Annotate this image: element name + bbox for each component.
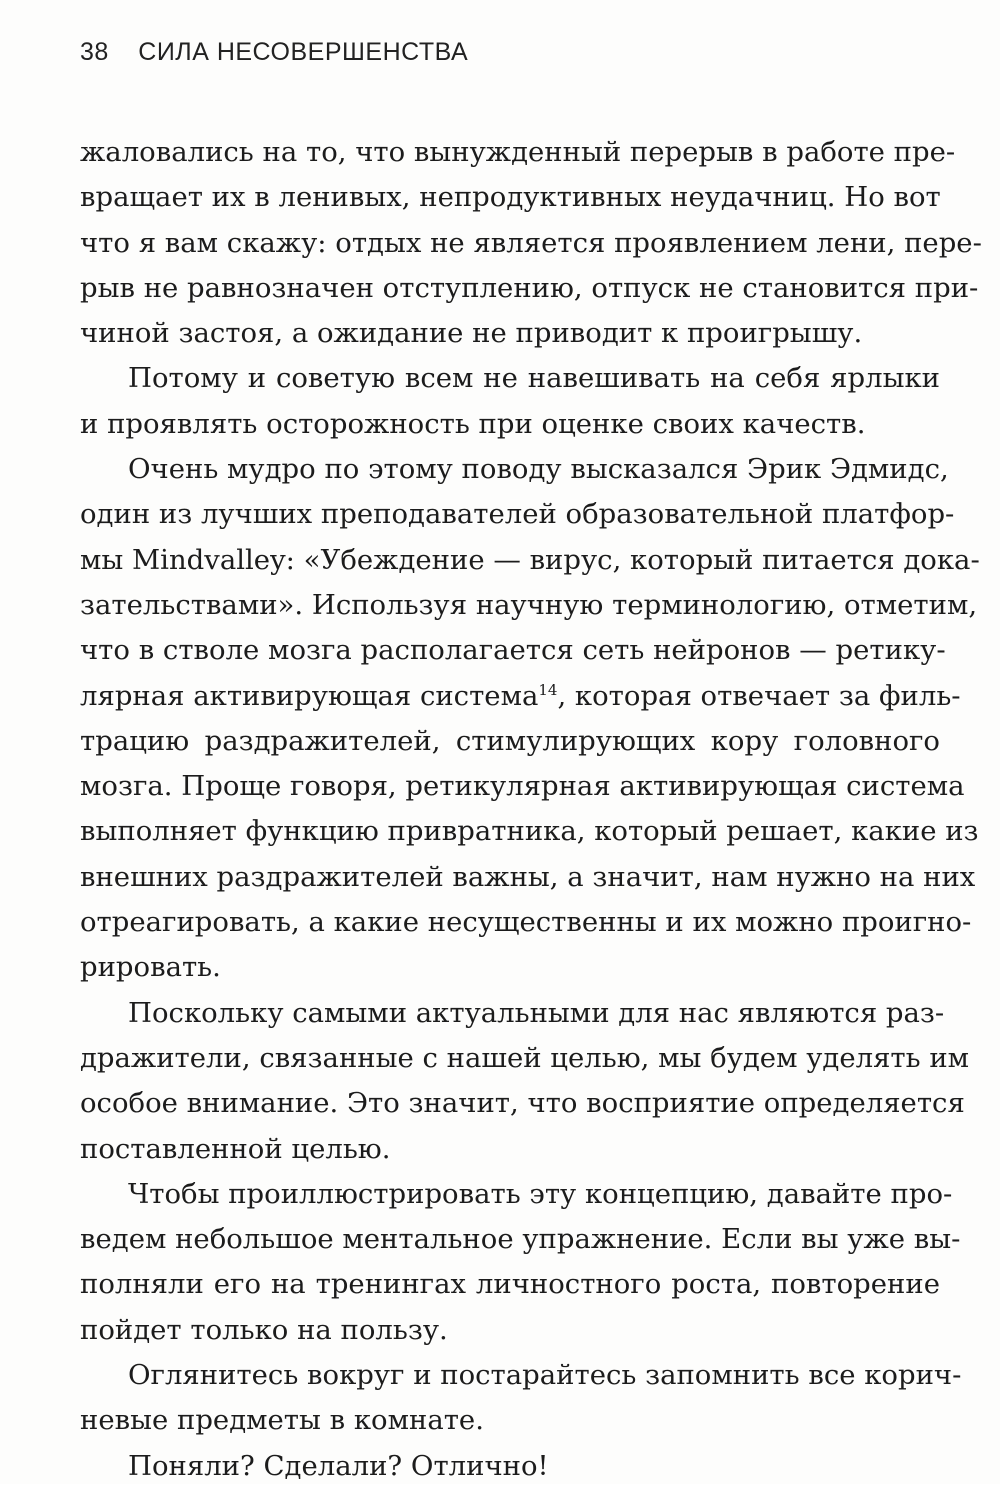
paragraph-4 (80, 991, 970, 1172)
text-line: Поняли? Сделали? Отлично! (128, 1449, 549, 1482)
text-fragment: , которая отвечает за филь- (557, 679, 961, 712)
text-line: невые предметы в комнате. (80, 1404, 484, 1437)
text-line: мозга. Проще говоря, ретикулярная активирующая система (80, 770, 965, 803)
text-line-with-footnote (80, 674, 961, 719)
text-line: вращает их в ленивых, непродуктивных неудачниц. Но вот (80, 181, 941, 214)
text-line: отреагировать, а какие несущественны и их можно проигно- (80, 906, 972, 939)
text-line: поставленной целью. (80, 1132, 391, 1165)
text-line: особое внимание. Это значит, что восприятие определяется (80, 1087, 965, 1120)
page-number: 38 (80, 38, 109, 66)
body-text (80, 130, 982, 1489)
text-line: полняли его на тренингах личностного роста, повторение (80, 1268, 940, 1301)
text-line: дражители, связанные с нашей целью, мы будем уделять им (80, 1041, 970, 1074)
text-line: рировать. (80, 951, 221, 984)
text-line: один из лучших преподавателей образовательной платфор- (80, 498, 955, 531)
text-line: зательствами». Используя научную терминологию, отметим, (80, 588, 978, 621)
text-line: Очень мудро по этому поводу высказался Эрик Эдмидс, (128, 453, 949, 486)
text-line: что в стволе мозга располагается сеть нейронов — ретику- (80, 634, 946, 667)
text-line: и проявлять осторожность при оценке своих качеств. (80, 407, 866, 440)
text-line: Чтобы проиллюстрировать эту концепцию, давайте про- (128, 1177, 953, 1210)
text-line: Оглянитесь вокруг и постарайтесь запомнить все корич- (128, 1359, 962, 1392)
paragraph-7 (80, 1444, 940, 1489)
text-line: чиной застоя, а ожидание не приводит к проигрышу. (80, 317, 863, 350)
text-line: выполняет функцию привратника, который решает, какие из (80, 815, 979, 848)
text-line: пойдет только на пользу. (80, 1313, 448, 1346)
text-line: Поскольку самыми актуальными для нас являются раз- (128, 996, 945, 1029)
text-line: ведем небольшое ментальное упражнение. Если вы уже вы- (80, 1223, 961, 1256)
running-title: СИЛА НЕСОВЕРШЕНСТВА (138, 38, 469, 66)
paragraph-1 (80, 130, 982, 356)
text-line: мы Mindvalley: «Убеждение — вирус, который питается дока- (80, 543, 980, 576)
text-line: жаловались на то, что вынужденный перерыв в работе пре- (80, 136, 956, 168)
running-head (80, 38, 468, 67)
text-line: трацию раздражителей, стимулирующих кору головного (80, 724, 940, 757)
paragraph-2 (80, 356, 940, 447)
text-fragment: лярная активирующая система (80, 679, 539, 712)
text-line: что я вам скажу: отдых не является проявлением лени, пере- (80, 226, 982, 259)
paragraph-6 (80, 1353, 962, 1444)
footnote-reference: 14 (538, 680, 558, 699)
text-line: рыв не равнозначен отступлению, отпуск не становится при- (80, 271, 979, 304)
text-line: Потому и советую всем не навешивать на себя ярлыки (128, 362, 940, 395)
paragraph-5 (80, 1172, 961, 1353)
paragraph-3 (80, 447, 980, 991)
text-line: внешних раздражителей важны, а значит, нам нужно на них (80, 860, 976, 893)
